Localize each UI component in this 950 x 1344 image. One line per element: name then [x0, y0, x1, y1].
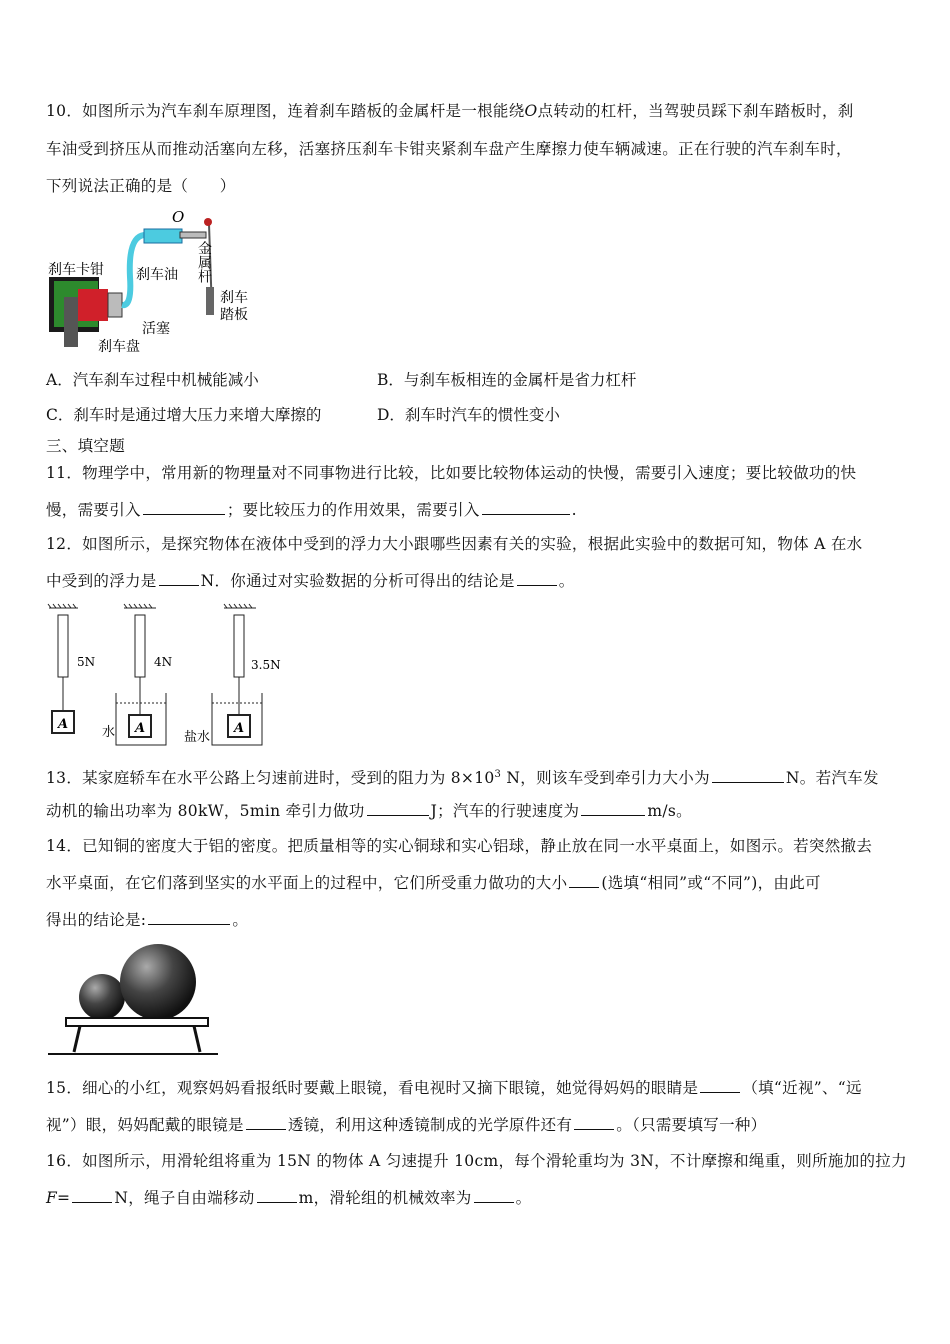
- salt-water-label: 盐水: [184, 730, 211, 745]
- q11-line2: 慢，需要引入 ；要比较压力的作用效果，需要引入 .: [46, 492, 906, 529]
- q15-blank-2[interactable]: [246, 1113, 286, 1130]
- q13-blank-3[interactable]: [581, 799, 645, 816]
- piston-label: 活塞: [142, 321, 170, 337]
- q16-blank-2[interactable]: [257, 1186, 297, 1203]
- q10-line2: 车油受到挤压从而推动活塞向左移，活塞挤压刹车卡钳夹紧刹车盘产生摩擦力使车辆减速。正在行驶的汽车刹车时，: [46, 140, 852, 158]
- q14-line3: 得出的结论是: 。: [46, 902, 906, 939]
- q12-blank-1[interactable]: [159, 569, 199, 586]
- q14-blank-2[interactable]: [148, 908, 230, 925]
- q16-blank-1[interactable]: [72, 1186, 112, 1203]
- q10-option-b: B．与刹车板相连的金属杆是省力杠杆: [377, 371, 637, 389]
- q16-line2: F= N，绳子自由端移动 m，滑轮组的机械效率为 。: [46, 1180, 906, 1217]
- brake-diagram: [44, 207, 264, 357]
- q14-blank-1[interactable]: [569, 871, 599, 888]
- pedal-label-2: 踏板: [220, 307, 248, 323]
- block-a-label-3: A: [234, 721, 245, 736]
- q10-option-c: C．刹车时是通过增大压力来增大摩擦的: [46, 406, 322, 424]
- q15-blank-1[interactable]: [700, 1076, 740, 1093]
- q13-line2: 动机的输出功率为 80kW，5min 牵引力做功 J；汽车的行驶速度为 m/s。: [46, 793, 906, 830]
- section-heading: 三、填空题: [46, 437, 126, 455]
- q11-line1: 11．物理学中，常用新的物理量对不同事物进行比较，比如要比较物体运动的快慢，需要引入速度；要比较做功的快: [46, 464, 857, 482]
- metal-rod-label: 金属杆: [196, 241, 212, 283]
- q15-line1: 15．细心的小红，观察妈妈看报纸时要戴上眼镜，看电视时又摘下眼镜，她觉得妈妈的眼睛是 （填“近视”、“远: [46, 1070, 906, 1107]
- q16-blank-3[interactable]: [474, 1186, 514, 1203]
- q15-blank-3[interactable]: [574, 1113, 614, 1130]
- disc-label: 刹车盘: [98, 339, 140, 355]
- q12-line2: 中受到的浮力是 N．你通过对实验数据的分析可得出的结论是 。: [46, 563, 906, 600]
- q11-blank-2[interactable]: [482, 498, 570, 515]
- pedal-label-1: 刹车: [220, 290, 248, 306]
- scale-reading-2: 4N: [154, 655, 173, 669]
- q13-line1: 13．某家庭轿车在水平公路上匀速前进时，受到的阻力为 $8\times 10^3$ N，则该车受到牵引力大小为 N。若汽车发: [46, 756, 906, 797]
- block-a-label-2: A: [135, 721, 146, 736]
- q13-blank-2[interactable]: [367, 799, 429, 816]
- q13-blank-1[interactable]: [712, 766, 784, 783]
- spheres-on-table: [46, 944, 221, 1059]
- water-label: 水: [102, 725, 116, 740]
- oil-label: 刹车油: [136, 267, 178, 283]
- q14-line2: 水平桌面，在它们落到坚实的水平面上的过程中，它们所受重力做功的大小 (选填“相同”或“不同”)，由此可: [46, 865, 906, 902]
- scale-reading-1: 5N: [77, 655, 96, 669]
- q15-line2: 视”）眼，妈妈配戴的眼镜是 透镜，利用这种透镜制成的光学原件还有 。（只需要填写一种）: [46, 1107, 906, 1144]
- pivot-o-label: O: [172, 208, 185, 226]
- buoyancy-diagram: [44, 603, 284, 748]
- q16-line1: 16．如图所示，用滑轮组将重为 15N 的物体 A 匀速提升 10cm，每个滑轮重均为 3N，不计摩擦和绳重，则所施加的拉力: [46, 1152, 907, 1170]
- q11-blank-1[interactable]: [143, 498, 225, 515]
- block-a-label-1: A: [58, 717, 69, 732]
- q12-blank-2[interactable]: [517, 569, 557, 586]
- q14-line1: 14．已知铜的密度大于铝的密度。把质量相等的实心铜球和实心铝球，静止放在同一水平桌面上，如图示。若突然撤去: [46, 837, 873, 855]
- q10-option-a: A．汽车刹车过程中机械能减小: [46, 371, 259, 389]
- q12-line1: 12．如图所示，是探究物体在液体中受到的浮力大小跟哪些因素有关的实验，根据此实验中的数据可知，物体 A 在水: [46, 535, 863, 553]
- caliper-label: 刹车卡钳: [48, 262, 104, 278]
- q10-line3: 下列说法正确的是（ ）: [46, 177, 236, 195]
- q10-option-d: D．刹车时汽车的惯性变小: [377, 406, 560, 424]
- scale-reading-3: 3.5N: [251, 658, 281, 672]
- q10-line1: 10．如图所示为汽车刹车原理图，连着刹车踏板的金属杆是一根能绕O点转动的杠杆，当驾驶员踩下刹车踏板时，刹: [46, 102, 854, 120]
